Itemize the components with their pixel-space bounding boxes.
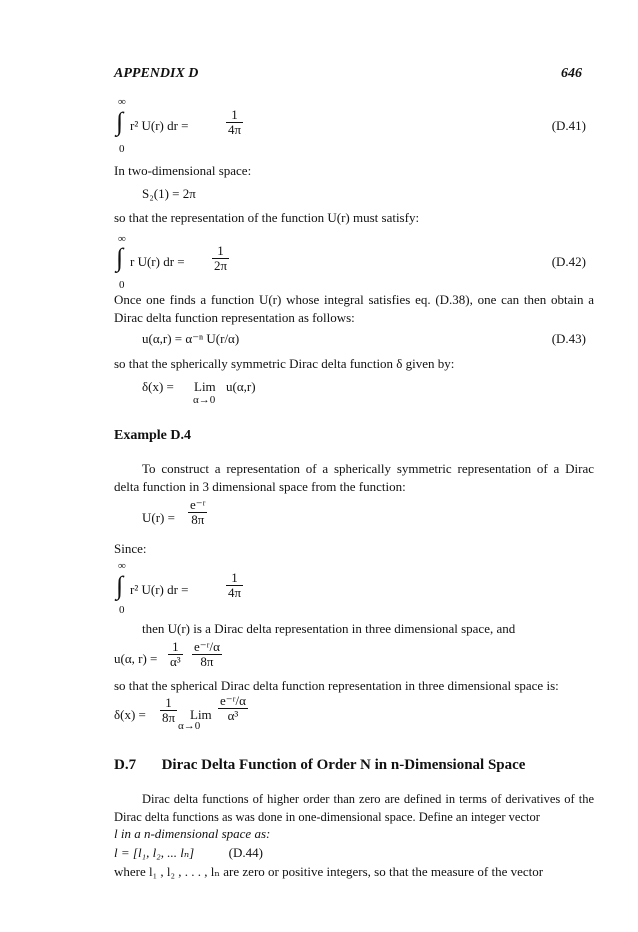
paragraph: To construct a representation of a spherically symmetric representation of a Dirac delta function in 3 dimensional space from the function:: [114, 461, 594, 494]
paragraph: Once one finds a function U(r) whose integral satisfies eq. (D.38), one can then obtain a Dirac delta function representation as follows:: [114, 292, 594, 325]
denominator: 4π: [228, 122, 242, 137]
text-line: Since:: [114, 541, 147, 556]
numerator: e⁻ʳ/α: [194, 639, 220, 654]
text-line: so that the spherically symmetric Dirac delta function δ given by:: [114, 356, 455, 371]
fraction: [212, 244, 229, 273]
denominator: α³: [227, 708, 239, 723]
page-number: 646: [561, 66, 582, 81]
integral-lower-limit: 0: [119, 604, 125, 616]
limit-operator: Lim: [190, 707, 212, 722]
text-line: so that the representation of the function U(r) must satisfy:: [114, 210, 420, 225]
equation-number: (D.43): [551, 331, 586, 346]
text-line: In two-dimensional space:: [114, 163, 252, 178]
integral-lower-limit: 0: [119, 279, 125, 291]
integrand: r U(r) dr =: [130, 254, 185, 269]
numerator: e⁻ʳ: [190, 497, 206, 512]
delta-rhs: u(α,r): [226, 379, 256, 394]
denominator: 4π: [228, 585, 242, 600]
equation-d43: u(α,r) = α⁻ⁿ U(r/α): [142, 331, 240, 346]
equation-number: (D.44): [228, 845, 263, 860]
denominator: α³: [170, 654, 181, 669]
text-line: so that the spherical Dirac delta function representation in three dimensional space is:: [114, 678, 559, 693]
fraction: [218, 694, 248, 723]
fraction: [226, 571, 243, 600]
fraction: [168, 640, 183, 669]
fraction: [160, 696, 177, 725]
integral-lower-limit: 0: [119, 143, 125, 155]
numerator: 1: [226, 108, 243, 123]
integral-upper-limit: ∞: [118, 233, 126, 245]
denominator: 2π: [214, 258, 228, 273]
integral-upper-limit: ∞: [118, 96, 126, 108]
fraction: [226, 108, 243, 137]
integral-sign: ∫: [116, 243, 124, 272]
denominator: 8π: [200, 654, 214, 669]
vector-definition: [114, 845, 263, 861]
section-number: D.7: [114, 757, 137, 773]
equation-number: (D.41): [551, 118, 586, 133]
delta-lhs: δ(x) =: [114, 707, 146, 722]
example-heading: Example D.4: [114, 428, 191, 443]
vector-expression: l = [l₁, l₂, ... lₙ]: [114, 845, 195, 860]
formula-lhs: U(r) =: [142, 510, 175, 525]
running-header: APPENDIX D: [114, 66, 199, 81]
delta-lhs: δ(x) =: [142, 379, 174, 394]
limit-subscript: α→0: [178, 720, 201, 732]
limit-subscript: α→0: [193, 394, 216, 406]
text-line: then U(r) is a Dirac delta representation in three dimensional space, and: [142, 621, 516, 636]
text-line: where l₁ , l₂ , . . . , lₙ are zero or positive integers, so that the measure of the vector: [114, 864, 544, 879]
text-line: l in a n-dimensional space as:: [114, 826, 271, 841]
integral-sign: ∫: [116, 571, 124, 600]
integrand: r² U(r) dr =: [130, 118, 189, 133]
formula: S₂(1) = 2π: [142, 186, 196, 201]
denominator: 8π: [162, 710, 176, 725]
integral-upper-limit: ∞: [118, 560, 126, 572]
numerator: 1: [212, 244, 229, 259]
section-title: Dirac Delta Function of Order N in n-Dimensional Space: [161, 757, 526, 773]
denominator: 8π: [191, 512, 205, 527]
fraction: [188, 498, 207, 527]
integrand: r² U(r) dr =: [130, 582, 189, 597]
integral-sign: ∫: [116, 107, 124, 136]
formula-lhs: u(α, r) =: [114, 651, 158, 666]
section-heading: [114, 757, 525, 774]
numerator: 1: [168, 640, 183, 655]
numerator: 1: [160, 696, 177, 711]
limit-operator: Lim: [194, 379, 216, 394]
paragraph: Dirac delta functions of higher order than zero are defined in terms of derivatives of the Dirac delta functions as was done in one-dimensional space. Define an integer vector: [114, 792, 594, 824]
equation-number: (D.42): [551, 254, 586, 269]
fraction: [192, 640, 222, 669]
numerator: e⁻ʳ/α: [220, 693, 246, 708]
numerator: 1: [226, 571, 243, 586]
